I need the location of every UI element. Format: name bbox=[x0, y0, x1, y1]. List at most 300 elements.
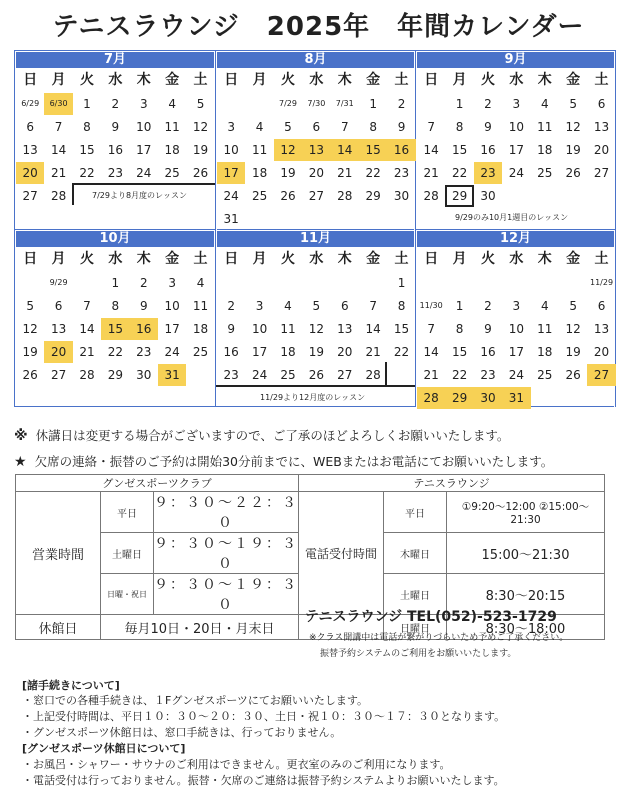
day-cell: 14 bbox=[423, 142, 439, 157]
phone-hours-label: 電話受付時間 bbox=[299, 492, 384, 615]
day-cell: 7/30 bbox=[307, 98, 326, 108]
contact-note-2: 振替予約システムのご利用をお願いいたします。 bbox=[320, 649, 517, 659]
july-note-bracket bbox=[72, 183, 215, 185]
day-cell: 6 bbox=[597, 298, 606, 313]
closed-day-cell: 14 bbox=[331, 139, 359, 161]
day-cell: 11 bbox=[537, 321, 553, 336]
day-cell bbox=[245, 208, 273, 230]
day-cell: 9 bbox=[397, 119, 406, 134]
day-cell: 17 bbox=[508, 142, 524, 157]
weekday-label: 火 bbox=[480, 251, 495, 267]
weekday-label: 水 bbox=[309, 251, 324, 267]
weekday-row bbox=[417, 68, 614, 92]
procedures-heading: [諸手続きについて] bbox=[22, 679, 120, 692]
saturday-label: 土曜日 bbox=[101, 533, 154, 574]
month-august bbox=[216, 51, 415, 231]
day-cell: 21 bbox=[79, 344, 95, 359]
day-cell: 7 bbox=[427, 321, 436, 336]
day-cell: 19 bbox=[192, 142, 209, 157]
day-cell: 6 bbox=[54, 298, 63, 313]
day-cell: 21 bbox=[365, 344, 381, 359]
day-cell: 19 bbox=[565, 344, 581, 359]
weekday-label: 土 bbox=[594, 251, 609, 267]
weekday-label: 水 bbox=[108, 251, 123, 267]
day-cell: 7/31 bbox=[335, 98, 354, 108]
weekday-label: 土 bbox=[394, 251, 409, 267]
day-cell: 8 bbox=[455, 119, 464, 134]
day-cell: 21 bbox=[423, 367, 439, 382]
day-cell bbox=[186, 364, 214, 386]
week-row bbox=[16, 138, 214, 161]
day-cell: 4 bbox=[196, 275, 205, 290]
day-cell bbox=[73, 272, 101, 294]
r-saturday-hours: 8:30～20:15 bbox=[447, 574, 605, 615]
day-cell: 27 bbox=[308, 188, 324, 203]
day-cell: 5 bbox=[284, 119, 292, 134]
day-cell: 30 bbox=[480, 188, 496, 203]
weekday-label: 月 bbox=[452, 72, 467, 88]
week-row bbox=[217, 138, 414, 161]
weekday-row bbox=[16, 247, 214, 271]
day-cell: 9/29 bbox=[49, 277, 68, 287]
weekday-label: 平日 bbox=[101, 492, 154, 533]
r-sunday-hours: 8:30～18:00 bbox=[447, 615, 605, 640]
weekday-label: 日 bbox=[224, 251, 239, 267]
closed-day-cell: 15 bbox=[359, 139, 387, 161]
day-cell: 28 bbox=[365, 367, 381, 382]
day-cell: 27 bbox=[22, 188, 38, 203]
day-cell: 23 bbox=[107, 165, 123, 180]
contact-note-1: ※クラス開講中は電話が繋がりづらいため予めご了承ください。 bbox=[309, 633, 569, 643]
day-cell: 9 bbox=[139, 298, 148, 313]
day-cell: 1 bbox=[369, 96, 377, 111]
r-thursday-hours: 15:00～21:30 bbox=[447, 533, 605, 574]
day-cell: 12 bbox=[308, 321, 324, 336]
november-note-bracket-side bbox=[385, 362, 387, 386]
weekday-label: 月 bbox=[252, 72, 267, 88]
weekday-row bbox=[16, 68, 214, 92]
day-cell: 6 bbox=[340, 298, 349, 313]
day-cell: 6 bbox=[597, 96, 606, 111]
r-sunday-label: 日曜日 bbox=[384, 615, 447, 640]
weekday-row bbox=[417, 247, 614, 271]
day-cell: 29 bbox=[365, 188, 381, 203]
day-cell: 15 bbox=[393, 321, 410, 336]
day-cell: 22 bbox=[79, 165, 95, 180]
day-cell bbox=[217, 272, 245, 294]
day-cell bbox=[16, 272, 44, 294]
week-row bbox=[16, 340, 214, 363]
day-cell bbox=[274, 208, 302, 230]
day-cell: 15 bbox=[451, 142, 468, 157]
day-cell: 12 bbox=[22, 321, 38, 336]
day-cell: 8 bbox=[455, 321, 464, 336]
day-cell: 7 bbox=[54, 119, 63, 134]
business-hours-label: 営業時間 bbox=[16, 492, 101, 615]
day-cell: 22 bbox=[451, 367, 468, 382]
day-cell: 18 bbox=[537, 344, 553, 359]
day-cell: 2 bbox=[227, 298, 236, 313]
day-cell: 1 bbox=[455, 298, 464, 313]
day-cell: 7 bbox=[369, 298, 377, 313]
day-cell: 4 bbox=[168, 96, 176, 111]
day-cell: 22 bbox=[451, 165, 468, 180]
closed-days: 毎月10日・20日・月末日 bbox=[101, 615, 299, 640]
month-header: 9月 bbox=[417, 52, 614, 68]
day-cell: 24 bbox=[223, 188, 239, 203]
day-cell: 20 bbox=[593, 142, 610, 157]
day-cell: 13 bbox=[22, 142, 38, 157]
closed-day-cell: 16 bbox=[387, 139, 415, 161]
day-cell: 1 bbox=[397, 275, 406, 290]
november-lesson-note: 11/29より12月度のレッスン bbox=[260, 393, 366, 402]
day-cell: 22 bbox=[393, 344, 410, 359]
closed-day-cell: 17 bbox=[217, 162, 245, 184]
day-cell bbox=[559, 185, 587, 207]
week-row bbox=[417, 317, 614, 340]
week-row bbox=[217, 271, 414, 294]
day-cell: 21 bbox=[423, 165, 439, 180]
month-october bbox=[15, 230, 215, 387]
week-row bbox=[217, 340, 414, 363]
weekday-label: 水 bbox=[509, 251, 524, 267]
closed-day-cell: 20 bbox=[44, 341, 72, 363]
weekday-label: 木 bbox=[537, 72, 552, 88]
day-cell: 25 bbox=[537, 165, 553, 180]
weekday-label: 金 bbox=[366, 251, 381, 267]
day-cell: 26 bbox=[280, 188, 296, 203]
day-cell: 11/30 bbox=[419, 300, 443, 310]
day-cell: 1 bbox=[111, 275, 120, 290]
day-cell: 4 bbox=[284, 298, 292, 313]
day-cell: 13 bbox=[593, 321, 610, 336]
closed-label: 休館日 bbox=[16, 615, 101, 640]
month-december bbox=[416, 230, 615, 410]
day-cell bbox=[359, 208, 387, 230]
day-cell: 18 bbox=[164, 142, 180, 157]
day-cell: 2 bbox=[397, 96, 406, 111]
day-cell: 26 bbox=[308, 367, 324, 382]
day-cell bbox=[417, 93, 445, 115]
week-row bbox=[16, 363, 214, 386]
weekday-label: 水 bbox=[309, 72, 324, 88]
day-cell: 4 bbox=[540, 298, 549, 313]
day-cell: 24 bbox=[508, 165, 524, 180]
day-cell: 14 bbox=[50, 142, 67, 157]
week-row bbox=[16, 161, 214, 184]
day-cell bbox=[245, 93, 273, 115]
day-cell: 3 bbox=[139, 96, 148, 111]
day-cell: 29 bbox=[445, 185, 473, 207]
month-september bbox=[416, 51, 615, 208]
day-cell: 16 bbox=[107, 142, 123, 157]
day-cell: 28 bbox=[423, 188, 439, 203]
day-cell: 16 bbox=[223, 344, 239, 359]
gunze-header: グンゼスポーツクラブ bbox=[16, 475, 299, 492]
day-cell: 7 bbox=[83, 298, 91, 313]
day-cell bbox=[559, 387, 587, 409]
week-row bbox=[217, 184, 414, 207]
day-cell bbox=[217, 93, 245, 115]
day-cell: 28 bbox=[79, 367, 95, 382]
week-row bbox=[217, 115, 414, 138]
september-lesson-note: 9/29のみ10月1週目のレッスン bbox=[455, 213, 569, 222]
notice-holiday-change: ※ 休講日は変更する場合がございますので、ご了承のほどよろしくお願いいたします。 bbox=[14, 428, 510, 444]
day-cell bbox=[531, 185, 559, 207]
day-cell: 20 bbox=[337, 344, 353, 359]
day-cell bbox=[531, 387, 559, 409]
day-cell: 18 bbox=[280, 344, 296, 359]
tennis-lounge-header: テニスラウンジ bbox=[299, 475, 605, 492]
day-cell bbox=[587, 185, 615, 207]
day-cell: 9 bbox=[227, 321, 236, 336]
weekday-label: 金 bbox=[566, 72, 581, 88]
weekday-label: 土 bbox=[394, 72, 409, 88]
july-note-bracket-side bbox=[72, 183, 74, 205]
week-row bbox=[417, 138, 614, 161]
weekday-label: 火 bbox=[480, 72, 495, 88]
day-cell: 21 bbox=[337, 165, 353, 180]
day-cell bbox=[474, 272, 502, 294]
day-cell: 13 bbox=[50, 321, 67, 336]
weekday-row bbox=[217, 247, 414, 271]
day-cell: 18 bbox=[192, 321, 209, 336]
day-cell: 20 bbox=[308, 165, 324, 180]
weekday-row bbox=[217, 68, 414, 92]
day-cell: 9 bbox=[484, 119, 492, 134]
day-cell: 23 bbox=[393, 165, 410, 180]
day-cell: 13 bbox=[593, 119, 610, 134]
week-row bbox=[16, 92, 214, 115]
day-cell: 5 bbox=[26, 298, 35, 313]
day-cell: 22 bbox=[365, 165, 381, 180]
weekday-label: 日 bbox=[424, 251, 439, 267]
day-cell: 11 bbox=[164, 119, 180, 134]
day-cell: 25 bbox=[251, 188, 268, 203]
weekday-label: 土 bbox=[193, 72, 208, 88]
day-cell bbox=[302, 272, 330, 294]
day-cell bbox=[387, 208, 415, 230]
day-cell: 9 bbox=[484, 321, 492, 336]
week-row bbox=[16, 294, 214, 317]
weekday-label: 火 bbox=[280, 251, 295, 267]
weekday-hours: ９：３０～２２：３０ bbox=[154, 492, 299, 533]
weekday-label: 木 bbox=[136, 72, 151, 88]
week-row bbox=[417, 386, 614, 409]
day-cell: 17 bbox=[164, 321, 180, 336]
week-row bbox=[16, 271, 214, 294]
month-header: 11月 bbox=[217, 231, 414, 247]
month-header: 7月 bbox=[16, 52, 214, 68]
week-row bbox=[16, 317, 214, 340]
day-cell: 2 bbox=[484, 96, 492, 111]
weekday-label: 日 bbox=[23, 251, 38, 267]
closed-day-cell: 23 bbox=[474, 162, 502, 184]
day-cell: 8 bbox=[111, 298, 120, 313]
r-thursday-label: 木曜日 bbox=[384, 533, 447, 574]
day-cell: 4 bbox=[540, 96, 549, 111]
week-row bbox=[417, 363, 614, 386]
week-row bbox=[16, 115, 214, 138]
weekday-label: 月 bbox=[51, 251, 66, 267]
day-cell bbox=[502, 272, 530, 294]
day-cell: 11 bbox=[192, 298, 209, 313]
week-row bbox=[417, 340, 614, 363]
day-cell: 4 bbox=[255, 119, 264, 134]
notice-mark-icon: ※ bbox=[14, 428, 28, 444]
day-cell: 12 bbox=[565, 321, 581, 336]
page-title: テニスラウンジ 2025年 年間カレンダー bbox=[52, 12, 585, 42]
day-cell bbox=[531, 272, 559, 294]
day-cell: 8 bbox=[397, 298, 406, 313]
day-cell: 3 bbox=[227, 119, 236, 134]
day-cell: 12 bbox=[565, 119, 581, 134]
week-row bbox=[417, 115, 614, 138]
day-cell: 24 bbox=[508, 367, 524, 382]
day-cell: 11 bbox=[280, 321, 296, 336]
day-cell bbox=[502, 185, 530, 207]
procedures-line-2: ・上記受付時間は、平日１０：３０～２０：３０、土日・祝１０：３０～１７：３０となります。 bbox=[22, 710, 506, 723]
day-cell: 5 bbox=[569, 298, 577, 313]
day-cell: 17 bbox=[136, 142, 152, 157]
day-cell: 27 bbox=[593, 165, 610, 180]
day-cell bbox=[302, 208, 330, 230]
closed-day-cell: 31 bbox=[502, 387, 530, 409]
day-cell: 25 bbox=[537, 367, 553, 382]
week-row bbox=[417, 161, 614, 184]
weekday-label: 木 bbox=[136, 251, 151, 267]
day-cell bbox=[559, 272, 587, 294]
day-cell: 29 bbox=[107, 367, 123, 382]
closed-day-cell: 13 bbox=[302, 139, 330, 161]
weekday-label: 木 bbox=[537, 251, 552, 267]
closed-day-cell: 30 bbox=[474, 387, 502, 409]
closed-day-cell: 15 bbox=[101, 318, 129, 340]
day-cell: 21 bbox=[50, 165, 67, 180]
day-cell: 27 bbox=[50, 367, 67, 382]
day-cell bbox=[387, 364, 415, 386]
week-row bbox=[217, 317, 414, 340]
day-cell bbox=[331, 272, 359, 294]
day-cell: 30 bbox=[136, 367, 152, 382]
day-cell bbox=[417, 272, 445, 294]
closed-day-cell: 6/30 bbox=[44, 93, 72, 115]
day-cell bbox=[359, 272, 387, 294]
r-weekday-hours: ①9:20～12:00 ②15:00～21:30 bbox=[447, 492, 605, 533]
day-cell: 8 bbox=[83, 119, 91, 134]
contact-phone: テニスラウンジ TEL(052)-523-1729 bbox=[305, 609, 557, 625]
day-cell: 18 bbox=[251, 165, 268, 180]
day-cell: 6/29 bbox=[21, 98, 40, 108]
day-cell: 17 bbox=[251, 344, 268, 359]
star-icon: ★ bbox=[14, 454, 27, 470]
closed-day-line-1: ・お風呂・シャワー・サウナのご利用はできません。更衣室のみのご利用になります。 bbox=[22, 758, 451, 771]
closed-day-cell: 27 bbox=[587, 364, 615, 386]
closed-day-heading: [グンゼスポーツ休館日について] bbox=[22, 742, 186, 755]
day-cell: 6 bbox=[26, 119, 35, 134]
week-row bbox=[217, 207, 414, 230]
weekday-label: 土 bbox=[594, 72, 609, 88]
day-cell: 14 bbox=[365, 321, 381, 336]
day-cell: 10 bbox=[164, 298, 180, 313]
weekday-label: 月 bbox=[51, 72, 66, 88]
day-cell: 20 bbox=[593, 344, 610, 359]
weekday-label: 金 bbox=[165, 72, 180, 88]
day-cell: 14 bbox=[423, 344, 439, 359]
day-cell: 23 bbox=[136, 344, 152, 359]
day-cell: 28 bbox=[50, 188, 67, 203]
weekday-label: 日 bbox=[424, 72, 439, 88]
procedures-line-3: ・グンゼスポーツ休館日は、窓口手続きは、行っておりません。 bbox=[22, 726, 342, 739]
day-cell: 5 bbox=[569, 96, 577, 111]
day-cell: 18 bbox=[537, 142, 553, 157]
day-cell: 12 bbox=[192, 119, 209, 134]
day-cell bbox=[186, 185, 214, 207]
weekday-label: 火 bbox=[79, 72, 94, 88]
weekday-label: 日 bbox=[224, 72, 239, 88]
week-row bbox=[417, 92, 614, 115]
day-cell: 10 bbox=[508, 321, 524, 336]
sunday-hours: ９：３０～１９：３０ bbox=[154, 574, 299, 615]
day-cell: 24 bbox=[251, 367, 268, 382]
day-cell: 30 bbox=[393, 188, 410, 203]
procedures-line-1: ・窓口での各種手続きは、１Fグンゼスポーツにてお願いいたします。 bbox=[22, 694, 369, 707]
day-cell: 15 bbox=[451, 344, 468, 359]
month-header: 8月 bbox=[217, 52, 414, 68]
day-cell: 26 bbox=[22, 367, 38, 382]
month-header: 12月 bbox=[417, 231, 614, 247]
closed-day-cell: 16 bbox=[130, 318, 158, 340]
weekday-label: 火 bbox=[79, 251, 94, 267]
day-cell: 28 bbox=[337, 188, 353, 203]
weekday-label: 月 bbox=[452, 251, 467, 267]
day-cell: 23 bbox=[223, 367, 239, 382]
day-cell: 26 bbox=[565, 367, 581, 382]
day-cell: 2 bbox=[139, 275, 148, 290]
day-cell bbox=[445, 272, 473, 294]
week-row bbox=[217, 161, 414, 184]
weekday-label: 金 bbox=[366, 72, 381, 88]
day-cell: 3 bbox=[255, 298, 264, 313]
weekday-label: 水 bbox=[509, 72, 524, 88]
day-cell: 7 bbox=[340, 119, 349, 134]
week-row bbox=[217, 294, 414, 317]
day-cell: 24 bbox=[136, 165, 152, 180]
day-cell: 14 bbox=[79, 321, 95, 336]
day-cell: 19 bbox=[22, 344, 38, 359]
day-cell: 31 bbox=[223, 211, 239, 226]
closed-day-cell: 29 bbox=[445, 387, 473, 409]
closed-day-cell: 20 bbox=[16, 162, 44, 184]
closed-day-cell: 12 bbox=[274, 139, 302, 161]
day-cell: 5 bbox=[312, 298, 321, 313]
day-cell bbox=[587, 387, 615, 409]
day-cell: 13 bbox=[337, 321, 353, 336]
closed-day-cell: 31 bbox=[158, 364, 186, 386]
day-cell: 3 bbox=[168, 275, 176, 290]
day-cell: 27 bbox=[337, 367, 353, 382]
day-cell: 11/29 bbox=[590, 277, 614, 287]
day-cell: 15 bbox=[79, 142, 95, 157]
weekday-label: 土 bbox=[193, 251, 208, 267]
week-row bbox=[417, 184, 614, 207]
day-cell bbox=[331, 208, 359, 230]
weekday-label: 木 bbox=[337, 251, 352, 267]
day-cell: 16 bbox=[480, 344, 496, 359]
day-cell: 1 bbox=[455, 96, 464, 111]
day-cell: 9 bbox=[111, 119, 120, 134]
week-row bbox=[417, 294, 614, 317]
